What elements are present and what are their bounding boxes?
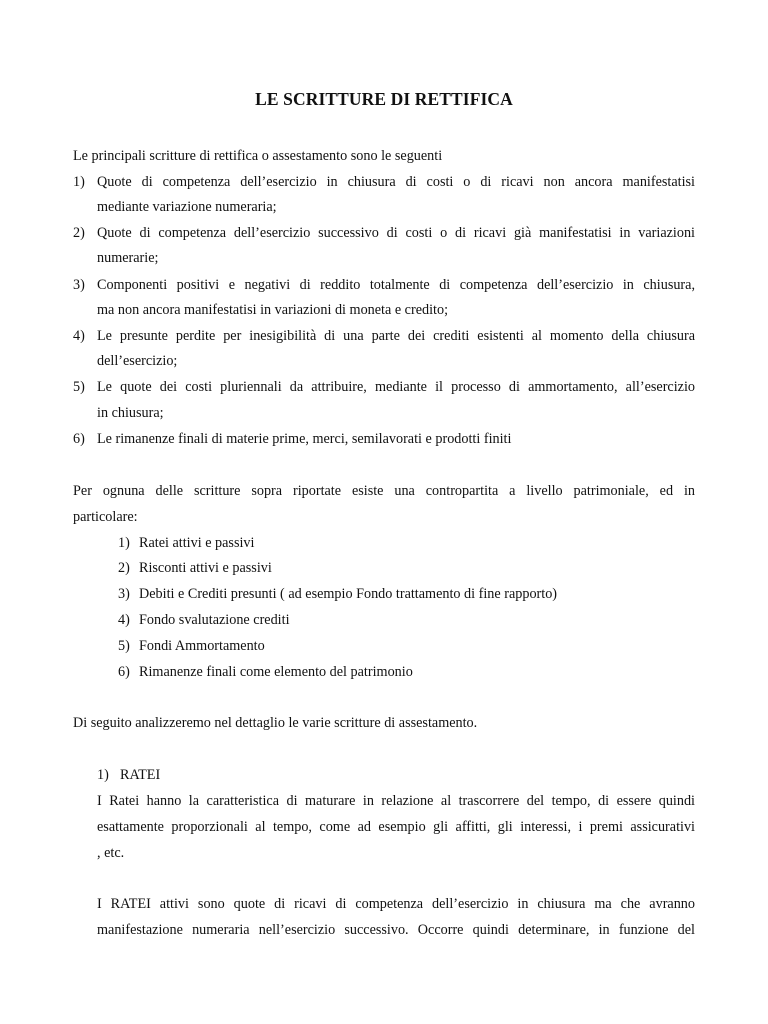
section-paragraph: I RATEI attivi sono quote di ricavi di competenza dell’esercizio in chiusura ma che avranno <box>97 896 695 912</box>
section-number: 1) <box>97 767 109 783</box>
list-item-text-cont: ma non ancora manifestatisi in variazioni di moneta e credito; <box>97 302 449 318</box>
section-paragraph-cont: manifestazione numeraria nell’esercizio successivo. Occorre quindi determinare, in funzione del <box>97 922 695 938</box>
section-paragraph-cont: , etc. <box>97 845 125 861</box>
list-item-text-cont: numerarie; <box>97 250 159 266</box>
list-item-number: 3) <box>118 586 130 602</box>
paragraph-text: Di seguito analizzeremo nel dettaglio le varie scritture di assestamento. <box>73 715 478 731</box>
list-item-text: Debiti e Crediti presunti ( ad esempio Fondo trattamento di fine rapporto) <box>139 586 558 602</box>
list-item-number: 6) <box>118 664 130 680</box>
list-item-text: Le rimanenze finali di materie prime, merci, semilavorati e prodotti finiti <box>97 431 512 447</box>
list-item-number: 1) <box>118 535 130 551</box>
list-item-number: 2) <box>118 560 130 576</box>
list-item-number: 2) <box>73 225 85 241</box>
list-item-number: 5) <box>73 379 85 395</box>
list-item-text-cont: in chiusura; <box>97 405 164 421</box>
list-item-text-cont: dell’esercizio; <box>97 353 178 369</box>
section-paragraph: I Ratei hanno la caratteristica di maturare in relazione al trascorrere del tempo, di essere quindi <box>97 793 695 809</box>
list-item-text: Le presunte perdite per inesigibilità di una parte dei crediti esistenti al momento della chiusura <box>97 328 695 344</box>
list-item-text: Quote di competenza dell’esercizio in chiusura di costi o di ricavi non ancora manifestatisi <box>97 174 695 190</box>
paragraph-text: Per ognuna delle scritture sopra riportate esiste una contropartita a livello patrimoniale, ed in <box>73 483 695 499</box>
list-item-text: Fondi Ammortamento <box>139 638 265 654</box>
list-item-number: 3) <box>73 277 85 293</box>
list-item-text: Risconti attivi e passivi <box>139 560 272 576</box>
list-item-text-cont: mediante variazione numeraria; <box>97 199 277 215</box>
list-item-number: 4) <box>73 328 85 344</box>
section-paragraph-cont: esattamente proporzionali al tempo, come ad esempio gli affitti, gli interessi, i premi assicurativi <box>97 819 695 835</box>
section-heading: RATEI <box>120 767 161 783</box>
page-title: LE SCRITTURE DI RETTIFICA <box>255 89 513 109</box>
list-item-text: Le quote dei costi pluriennali da attribuire, mediante il processo di ammortamento, all’esercizio <box>97 379 695 395</box>
list-item-number: 4) <box>118 612 130 628</box>
list-item-text: Quote di competenza dell’esercizio successivo di costi o di ricavi già manifestatisi in variazioni <box>97 225 695 241</box>
list-item-number: 5) <box>118 638 130 654</box>
list-item-text: Rimanenze finali come elemento del patrimonio <box>139 664 413 680</box>
list-item-text: Fondo svalutazione crediti <box>139 612 290 628</box>
list-item-number: 6) <box>73 431 85 447</box>
intro-text: Le principali scritture di rettifica o assestamento sono le seguenti <box>73 148 443 164</box>
list-item-text: Componenti positivi e negativi di reddito totalmente di competenza dell’esercizio in chiusura, <box>97 277 695 293</box>
list-item-text: Ratei attivi e passivi <box>139 535 255 551</box>
list-item-number: 1) <box>73 174 85 190</box>
paragraph-text-cont: particolare: <box>73 509 138 525</box>
